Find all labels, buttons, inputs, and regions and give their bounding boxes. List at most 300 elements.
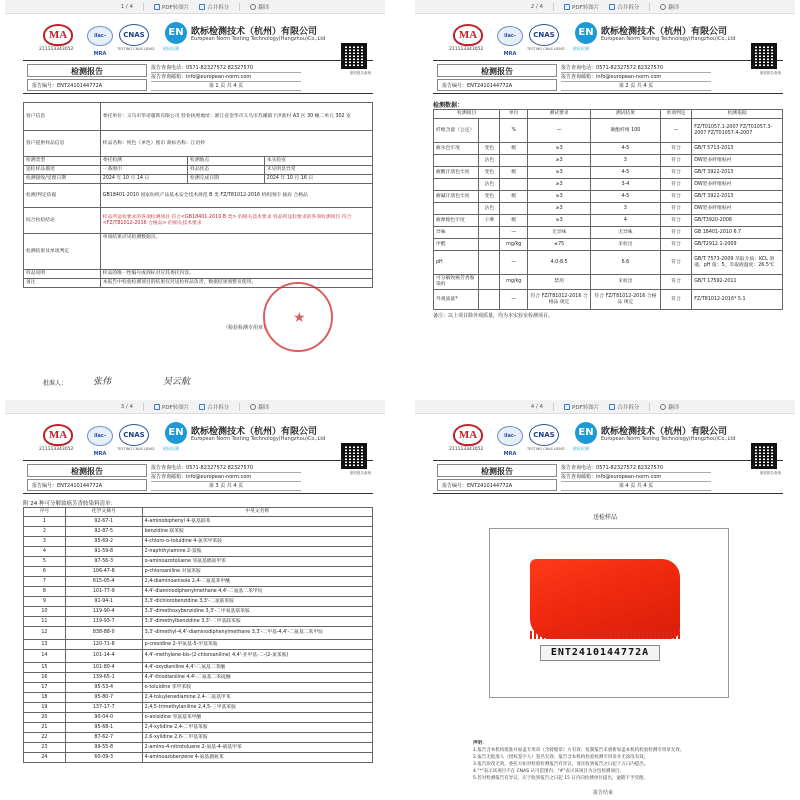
title-row — [433, 60, 783, 94]
viewer-toolbar — [415, 0, 795, 14]
table-cell: pH — [434, 251, 479, 275]
title-row — [23, 60, 373, 94]
en-logo-sub: 欧标检测 — [573, 446, 589, 451]
table-cell: 3 — [24, 537, 66, 547]
note-item: 3.报告涂改无效，委托方如对检验检测报告有异议，请在收到报告之日起十五日内提出。 — [473, 762, 649, 767]
image-icon — [154, 404, 160, 410]
cnas-sub: TESTING CNAS L8562 — [527, 447, 565, 451]
table-row — [24, 547, 373, 557]
pdf-to-image-button[interactable]: PDF转图片 — [154, 403, 189, 411]
column-header: 序号 — [24, 508, 66, 517]
table-row — [434, 179, 783, 191]
contact-info: 报告查询电话：0571-82327572 82327570 报告查询邮箱：info@european-norm.com 第 3 页 共 4 页 — [151, 464, 301, 491]
table-cell: GB/T 7573-2009 萃取介质：KCL 溶液，pH 值：5，萃取液温度：26.5℃ — [692, 251, 783, 275]
ma-logo: MA — [43, 24, 73, 46]
table-row — [24, 713, 373, 723]
page-of: 第 3 页 共 4 页 — [151, 482, 301, 491]
table-cell: 耐摩擦色牢度 — [434, 215, 479, 227]
qr-caption: 微信报告查询 — [350, 471, 371, 475]
table-cell: 符合 — [660, 191, 691, 203]
approver-label: 批准人： — [43, 380, 68, 387]
table-row: 综合检验结论 样品所送检要求的各项检测项目 符合<GB18401-2010 B 类> 的相关技术要求 样品所送检要求的各项检测项目 符合<FZ/T81012-2016 合格品> 的相关技术要求 — [24, 208, 373, 234]
company-name-en: European Norm Testing Technology(Hangzhou)Co.,Ltd — [601, 436, 736, 442]
report-sheet — [23, 420, 373, 800]
table-cell: GB/T 3922-2013 — [692, 167, 783, 179]
table-cell: GB/T 5713-2013 — [692, 143, 783, 155]
table-cell: 12 — [24, 627, 66, 640]
table-cell: ≥3 — [528, 215, 591, 227]
table-cell: GB/T2912.1-2009 — [692, 239, 783, 251]
ilac-mra-logo: ilac-MRA — [87, 426, 113, 446]
table-cell — [479, 119, 500, 143]
table-cell: 11 — [24, 617, 66, 627]
table-cell — [434, 155, 479, 167]
toolbar-divider — [239, 403, 240, 411]
scarf-fringe — [530, 631, 680, 639]
ma-logo: MA — [43, 424, 73, 446]
cnas-logo: CNAS — [529, 24, 559, 46]
table-row — [434, 203, 783, 215]
contact-info: 报告查询电话：0571-82327572 82327570 报告查询邮箱：info@european-norm.com 第 2 页 共 4 页 — [561, 64, 711, 91]
table-row — [24, 663, 373, 673]
table-cell: GB/T3920-2008 — [692, 215, 783, 227]
translate-button[interactable]: 翻译 — [660, 3, 679, 11]
qr-code[interactable] — [341, 443, 367, 469]
table-cell: 级 — [500, 167, 528, 179]
table-cell: 120-71-8 — [65, 640, 142, 650]
table-cell: 119-90-4 — [65, 607, 142, 617]
table-cell: 3,3'-dichlorobenzidine 3,3'-二氯联苯胺 — [142, 597, 372, 607]
page-indicator: 3 / 4 — [120, 403, 134, 410]
amine-table — [23, 507, 373, 763]
table-cell: 6 — [24, 567, 66, 577]
table-cell: 23 — [24, 743, 66, 753]
table-cell: 101-77-9 — [65, 587, 142, 597]
table-cell: — — [660, 119, 691, 143]
table-cell: 沾色 — [479, 179, 500, 191]
table-cell: 3,3'-dimethylbenzidine 3,3'-二甲基联苯胺 — [142, 617, 372, 627]
report-title: 检测报告 — [437, 464, 557, 477]
table-cell: 4,4'-oxydianiline 4,4'-二氨基二苯醚 — [142, 663, 372, 673]
pdf-to-image-button[interactable]: PDF转图片 — [564, 403, 599, 411]
table-cell: GB/T 17592-2011 — [692, 275, 783, 290]
table-row — [24, 597, 373, 607]
company-name-en: European Norm Testing Technology(Hangzhou)Co.,Ltd — [191, 36, 326, 42]
table-cell: 4-5 — [591, 143, 661, 155]
sample-label: ENT2410144772A — [540, 645, 660, 661]
en-logo: EN — [165, 422, 187, 444]
translate-button[interactable]: 翻译 — [250, 3, 269, 11]
table-cell: 137-17-7 — [65, 703, 142, 713]
table-cell: 92-67-1 — [65, 517, 142, 527]
table-cell: ≥3 — [528, 191, 591, 203]
page-of: 第 1 页 共 4 页 — [151, 82, 301, 91]
table-cell: 耐碱汗渍色牢度 — [434, 191, 479, 203]
table-cell: 3 — [591, 203, 661, 215]
report-page-4 — [415, 400, 795, 800]
table-cell: 4,4'-diaminodiphenylmethane 4,4'-二氨基二苯甲烷 — [142, 587, 372, 597]
table-cell: 14 — [24, 650, 66, 663]
report-sheet — [433, 420, 783, 800]
merge-icon — [199, 404, 205, 410]
report-end: 报告结束 — [593, 790, 614, 796]
summary-table — [23, 102, 373, 288]
table-row — [24, 693, 373, 703]
report-title: 检测报告 — [27, 464, 147, 477]
table-cell: o-aminoazotoluene 邻氨基偶氮甲苯 — [142, 557, 372, 567]
column-header: 中英文名称 — [142, 508, 372, 517]
table-cell: 97-56-3 — [65, 557, 142, 567]
company-name-cn: 欧标检测技术（杭州）有限公司 — [601, 27, 728, 37]
table-row: 检测类型 委托检测 检测地点 本实验室 — [24, 157, 373, 166]
cnas-sub: TESTING CNAS L8562 — [117, 447, 155, 451]
note-item: 1.报告含本机构批准并加盖专用章（含骑缝章）方有效；复制报告未重新加盖本机构检验检测专用章无效。 — [473, 748, 685, 753]
translate-icon — [250, 4, 256, 10]
table-cell: 10 — [24, 607, 66, 617]
table-row — [24, 567, 373, 577]
table-cell: 21 — [24, 723, 66, 733]
merge-icon — [199, 4, 205, 10]
column-header: 单位 — [500, 110, 528, 119]
en-logo-sub: 欧标检测 — [163, 446, 179, 451]
table-row — [434, 215, 783, 227]
table-row: 备注 本报告中检验检测项目的结果仅对送检样品负责，数据结果须整页使用。 — [24, 279, 373, 288]
table-cell: 无异味 — [528, 227, 591, 239]
table-row — [24, 683, 373, 693]
contact-info: 报告查询电话：0571-82327572 82327570 报告查询邮箱：info@european-norm.com 第 1 页 共 4 页 — [151, 64, 301, 91]
table-cell: DW型多纤维贴衬 — [692, 203, 783, 215]
notes-title: 声明： — [473, 741, 487, 746]
table-row — [434, 239, 783, 251]
table-row — [24, 577, 373, 587]
table-cell: 甲醛 — [434, 239, 479, 251]
image-icon — [154, 4, 160, 10]
table-cell: 4,4'-methylene-bis-(2-chloroaniline) 4,4'-亚甲基-二-(2-氯苯胺) — [142, 650, 372, 663]
table-cell: — — [528, 119, 591, 143]
table-row — [24, 703, 373, 713]
table-cell: 3 — [591, 155, 661, 167]
toolbar-divider — [239, 3, 240, 11]
table-row: 客户信息 委托单位：义乌市华语服饰有限公司 营业执照地址：浙江省金华市义乌市苏溪镇下洪新村 A3 区 30 幢二单元 302 室 — [24, 103, 373, 131]
merge-split-button[interactable]: 合并拆分 — [609, 3, 639, 11]
table-cell: 干摩 — [479, 215, 500, 227]
table-cell: 2,4-diaminoanisole 2,4-二氨基苯甲醚 — [142, 577, 372, 587]
table-cell — [500, 179, 528, 191]
report-header — [433, 20, 783, 58]
table-cell: 符合 — [660, 143, 691, 155]
note-item: 4."*"表示该项目不在 CNAS 认可范围内；"#"表示该项目为分包检测项目。 — [473, 769, 624, 774]
table-row — [24, 733, 373, 743]
table-cell: 4-aminoazobenzene 4-氨基偶氮苯 — [142, 753, 372, 763]
table-row — [434, 251, 783, 275]
en-logo: EN — [575, 22, 597, 44]
table-cell: 3,3'-dimethoxybenzidine 3,3'-二甲氧基联苯胺 — [142, 607, 372, 617]
cnas-logo: CNAS — [119, 424, 149, 446]
ilac-mra-logo: ilac-MRA — [497, 426, 523, 446]
ilac-mra-logo: ilac-MRA — [87, 26, 113, 46]
table-cell: 耐水色牢度 — [434, 143, 479, 155]
en-logo-sub: 欧标检测 — [573, 46, 589, 51]
table-cell: 纤维含量（公定） — [434, 119, 479, 143]
table-row — [24, 587, 373, 597]
table-cell: 95-69-2 — [65, 537, 142, 547]
table-cell: 4-5 — [591, 191, 661, 203]
table-cell: 4-aminobiphenyl 4-氨基联苯 — [142, 517, 372, 527]
ma-code: 211113343052 — [449, 447, 484, 452]
table-row — [434, 227, 783, 239]
column-header: 检测项目 — [434, 110, 500, 119]
page-indicator: 2 / 4 — [530, 3, 544, 10]
table-cell: p-cresidine 2-甲氧基-5-甲基苯胺 — [142, 640, 372, 650]
table-cell — [434, 203, 479, 215]
table-cell: 9 — [24, 597, 66, 607]
table-cell: DW型多纤维贴衬 — [692, 179, 783, 191]
declaration-notes — [473, 740, 773, 782]
table-cell: p-chloroaniline 对氯苯胺 — [142, 567, 372, 577]
table-cell: ≥3 — [528, 203, 591, 215]
table-row — [434, 275, 783, 290]
table-cell: 22 — [24, 733, 66, 743]
translate-icon — [660, 404, 666, 410]
table-cell: 95-53-4 — [65, 683, 142, 693]
table-row — [24, 617, 373, 627]
table-cell: 615-05-4 — [65, 577, 142, 587]
table-cell: 沾色 — [479, 155, 500, 167]
en-logo: EN — [165, 22, 187, 44]
image-icon — [564, 4, 570, 10]
qr-code[interactable] — [751, 443, 777, 469]
table-cell: ≥3 — [528, 167, 591, 179]
note-item: 5.若对检测报告有异议，应于收到报告之日起 15 日内向检测单位提出，逾期不予受理。 — [473, 776, 648, 781]
table-cell: 106-47-8 — [65, 567, 142, 577]
table-cell: 4-5 — [591, 167, 661, 179]
table-cell: 符合 — [660, 155, 691, 167]
table-cell: 符合 — [660, 179, 691, 191]
table-cell: 15 — [24, 663, 66, 673]
page-of: 第 2 页 共 4 页 — [561, 82, 711, 91]
translate-button[interactable]: 翻译 — [250, 403, 269, 411]
official-seal: ★ — [263, 282, 333, 352]
column-header: 单项判定 — [660, 110, 691, 119]
report-header — [23, 420, 373, 458]
table-row — [434, 167, 783, 179]
table-row — [24, 673, 373, 683]
table-cell: 92-87-5 — [65, 527, 142, 537]
table-cell: 禁用 — [528, 275, 591, 290]
table-row — [24, 753, 373, 763]
section-title: 检测数据： — [433, 102, 464, 109]
merge-icon — [609, 4, 615, 10]
pdf-to-image-button[interactable]: PDF转图片 — [154, 3, 189, 11]
table-row — [24, 537, 373, 547]
table-cell: 级 — [500, 215, 528, 227]
ma-code: 211113343052 — [39, 47, 74, 52]
stamp-caption: （检验检测专用章） — [223, 325, 269, 331]
table-cell: 91-59-8 — [65, 547, 142, 557]
table-header-row — [434, 110, 783, 119]
toolbar-divider — [143, 3, 144, 11]
results-table — [433, 109, 783, 310]
table-cell: 变色 — [479, 167, 500, 179]
column-header: 检测依据 — [692, 110, 783, 119]
table-cell: ≥3 — [528, 143, 591, 155]
ma-logo: MA — [453, 24, 483, 46]
table-cell: o-toluidine 邻甲苯胺 — [142, 683, 372, 693]
table-cell: 级 — [500, 143, 528, 155]
report-page-2 — [415, 0, 795, 400]
report-number: 报告编号：ENT2410144772A — [27, 79, 147, 91]
table-row: 检测接收/受理日期 2024 年 10 月 14 日 检测完成日期 2024 年 10 月 16 日 — [24, 175, 373, 184]
table-cell: 3,3'-dimethyl-4,4'-diaminodiphenylmethane 3,3'-二甲基-4,4'-二氨基二苯甲烷 — [142, 627, 372, 640]
table-row — [434, 191, 783, 203]
company-name-cn: 欧标检测技术（杭州）有限公司 — [601, 427, 728, 437]
photo-title: 送检样品 — [593, 514, 618, 521]
table-row — [24, 517, 373, 527]
table-cell: 18 — [24, 693, 66, 703]
table-cell: 4,4'-thiodianiline 4,4'-二氨基二苯硫醚 — [142, 673, 372, 683]
report-header — [433, 420, 783, 458]
company-name-cn: 欧标检测技术（杭州）有限公司 — [191, 27, 318, 37]
qr-caption: 微信报告查询 — [350, 71, 371, 75]
toolbar-divider — [143, 403, 144, 411]
table-row — [24, 607, 373, 617]
table-cell — [500, 203, 528, 215]
table-cell: 99-55-8 — [65, 743, 142, 753]
company-name-en: European Norm Testing Technology(Hangzhou)Co.,Ltd — [191, 436, 326, 442]
table-cell: ≥3 — [528, 179, 591, 191]
table-cell: 级 — [500, 191, 528, 203]
table-cell: 20 — [24, 713, 66, 723]
table-cell: 符合 — [660, 167, 691, 179]
table-cell: 符合 — [660, 290, 691, 310]
table-cell: ≤75 — [528, 239, 591, 251]
report-title: 检测报告 — [27, 64, 147, 77]
ma-code: 211113343052 — [449, 47, 484, 52]
table-cell: 符合 — [660, 239, 691, 251]
merge-icon — [609, 404, 615, 410]
table-row — [24, 527, 373, 537]
table-cell: 2 — [24, 527, 66, 537]
merge-split-button[interactable]: 合并拆分 — [199, 403, 229, 411]
en-logo: EN — [575, 422, 597, 444]
table-row — [24, 627, 373, 640]
table-cell: FZ/T81012-2016* 5.1 — [692, 290, 783, 310]
table-cell: 3-4 — [591, 179, 661, 191]
table-row: 客户提供样品信息 样品名称：纯色（单色）围巾 商标名称：江语妙 — [24, 131, 373, 157]
table-cell: 符合 — [660, 227, 691, 239]
table-cell: 101-14-4 — [65, 650, 142, 663]
table-cell: 119-93-7 — [65, 617, 142, 627]
page-indicator: 4 / 4 — [530, 403, 544, 410]
table-cell: 无异味 — [591, 227, 661, 239]
table-cell: 2,6-xylidine 2,6-二甲基苯胺 — [142, 733, 372, 743]
report-sheet — [433, 20, 783, 400]
toolbar-divider — [649, 3, 650, 11]
table-header-row — [24, 508, 373, 517]
table-row: 样品说明 样品的唯一性编号或商标对应其委托内容。 — [24, 270, 373, 279]
merge-split-button[interactable]: 合并拆分 — [609, 403, 639, 411]
table-cell: 符合 FZ/T81012-2016 合格品 规定 — [528, 290, 591, 310]
cnas-logo: CNAS — [529, 424, 559, 446]
column-header: 化学文摘号 — [65, 508, 142, 517]
table-row — [24, 640, 373, 650]
table-cell: 91-94-1 — [65, 597, 142, 607]
table-row — [434, 290, 783, 310]
table-cell: 未检出 — [591, 239, 661, 251]
toolbar-divider — [649, 403, 650, 411]
signature-1: 张伟 — [93, 377, 112, 387]
image-icon — [564, 404, 570, 410]
qr-code[interactable] — [751, 43, 777, 69]
qr-code[interactable] — [341, 43, 367, 69]
table-cell: 沾色 — [479, 203, 500, 215]
table-cell: 2-amino-4-nitrotoluene 2-氨基-4-硝基甲苯 — [142, 743, 372, 753]
pdf-to-image-button[interactable]: PDF转图片 — [564, 3, 599, 11]
signature-2: 吴云航 — [163, 377, 191, 387]
red-scarf-image — [530, 559, 680, 639]
cnas-sub: TESTING CNAS L8562 — [117, 47, 155, 51]
table-cell — [479, 227, 500, 239]
table-cell: 90-04-0 — [65, 713, 142, 723]
column-header: 测试结果 — [591, 110, 661, 119]
table-cell: — — [500, 290, 528, 310]
report-page-1 — [5, 0, 385, 400]
table-cell: 13 — [24, 640, 66, 650]
table-row — [24, 650, 373, 663]
merge-split-button[interactable]: 合并拆分 — [199, 3, 229, 11]
table-cell: 19 — [24, 703, 66, 713]
table-cell: 符合 — [660, 203, 691, 215]
table-row — [24, 743, 373, 753]
amine-list-caption: 附 24 种可分解致癌芳香胺染料清单： — [23, 501, 116, 507]
table-cell: 838-88-0 — [65, 627, 142, 640]
cnas-logo: CNAS — [119, 24, 149, 46]
viewer-toolbar — [5, 0, 385, 14]
table-cell: 异味 — [434, 227, 479, 239]
table-cell: 符合 — [660, 215, 691, 227]
table-cell: mg/kg — [500, 239, 528, 251]
report-title: 检测报告 — [437, 64, 557, 77]
table-cell: 4-chloro-o-toluidine 4-氯邻甲苯胺 — [142, 537, 372, 547]
page-indicator: 1 / 4 — [120, 3, 134, 10]
table-row — [24, 723, 373, 733]
viewer-toolbar — [415, 400, 795, 414]
table-row — [24, 557, 373, 567]
table-row: 检测/判定依据 GB18401-2010 国家纺织产品基本安全技术规范 B 类 FZ/T81012-2016 机织围巾 披肩 合格品 — [24, 184, 373, 208]
table-row — [434, 155, 783, 167]
table-cell: 95-80-7 — [65, 693, 142, 703]
table-row — [434, 143, 783, 155]
qr-caption: 微信报告查询 — [760, 471, 781, 475]
contact-info: 报告查询电话：0571-82327572 82327570 报告查询邮箱：info@european-norm.com 第 4 页 共 4 页 — [561, 464, 711, 491]
table-cell: o-anisidine 邻氨基苯甲醚 — [142, 713, 372, 723]
table-cell: ≥3 — [528, 155, 591, 167]
table-cell: 101-80-4 — [65, 663, 142, 673]
table-cell — [479, 239, 500, 251]
table-cell: 139-65-1 — [65, 673, 142, 683]
table-cell: — — [500, 251, 528, 275]
table-cell: 符合 — [660, 251, 691, 275]
table-cell — [479, 290, 500, 310]
table-row — [434, 119, 783, 143]
qr-caption: 微信报告查询 — [760, 71, 781, 75]
table-cell: 外观质量* — [434, 290, 479, 310]
translate-button[interactable]: 翻译 — [660, 403, 679, 411]
table-cell: 2-naphthylamine 2-萘胺 — [142, 547, 372, 557]
table-cell — [479, 275, 500, 290]
table-cell: 7 — [24, 577, 66, 587]
ilac-mra-logo: ilac-MRA — [497, 26, 523, 46]
